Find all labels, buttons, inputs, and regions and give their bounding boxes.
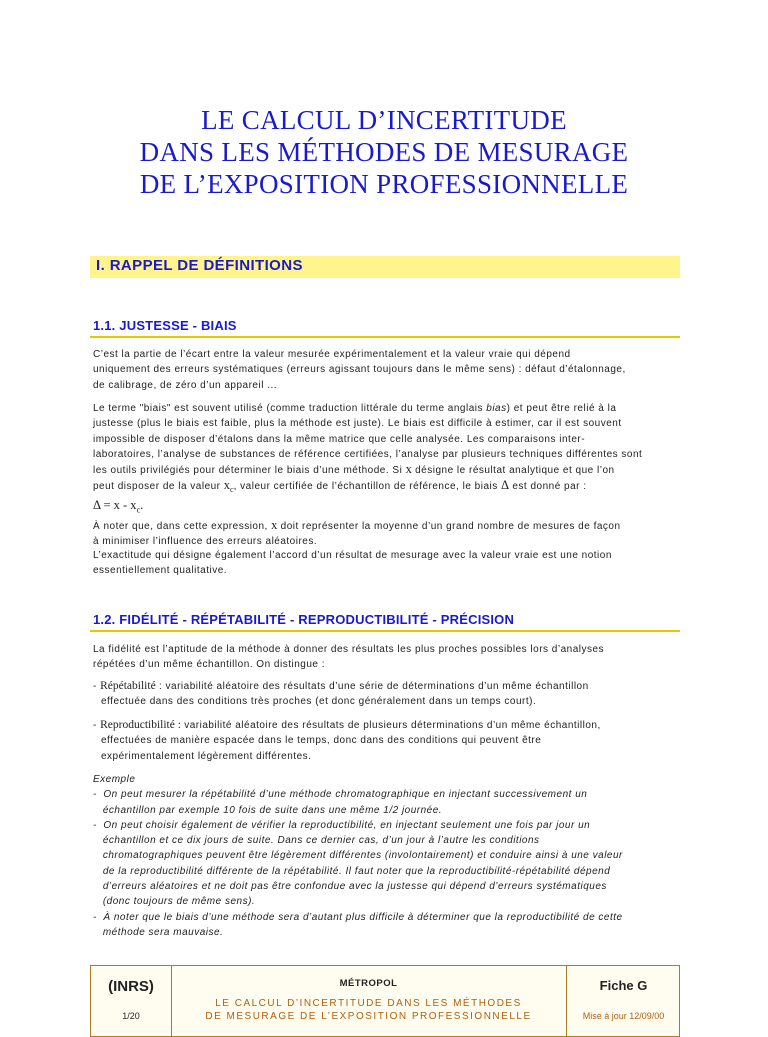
subsection-1-1-paragraph-2: Le terme "biais" est souvent utilisé (comme traduction littérale du terme anglais bias) et peut être relié à la justesse (plus le biais est faible, plus la méthode est juste). Le biais est difficile à estimer, car il est souvent impossible de disposer d’étalons dans la même matrice que celle analysée. Les comparaisons inter- laboratoires, l’analyse de substances de référence certifiées, l’analyse par plusieurs techniques différentes sont les outils privilégiés pour déterminer le biais d’une méthode. Si x désigne le résultat analytique et que l’on peut disposer de la valeur $x_c$, valeur certifiée de l’échantillon de référence, le biais Δ est donné par : $\Delta = x - x_c$. À noter que, dans cette expression, x doit représenter la moyenne d’un grand nombre de mesures de façon à minimiser l’influence des erreurs aléatoires. [93, 401, 673, 549]
subsection-1-2-paragraph-1: La fidélité est l’aptitude de la méthode à donner des résultats les plus proches possibles lors d’analyses répétées d’un même échantillon. On distingue : [93, 644, 605, 671]
document-title [0, 104, 768, 200]
bias-formula: $\Delta = x - x_c$. [93, 497, 144, 515]
subsection-1-2-rule [90, 630, 680, 632]
update-date: Mise à jour 12/09/00 [582, 1011, 665, 1021]
title-line-1: LE CALCUL D’INCERTITUDE [201, 105, 567, 135]
bullet-reproductibilite: - Reproductibilité : variabilité aléatoire des résultats de plusieurs déterminations d’un même échantillon, effectuées de manière espacée dans le temps, donc dans des conditions qui peuvent être expérimentalement légèrement différentes. [93, 719, 601, 762]
page-number: 1/20 [122, 1011, 140, 1021]
title-line-3: DE L’EXPOSITION PROFESSIONNELLE [139, 169, 629, 199]
subsection-1-1-paragraph-3: L’exactitude qui désigne également l’accord d’un résultat de mesurage avec la valeur vraie est une notion essentiellement qualitative. [93, 550, 612, 577]
subsection-1-1-paragraph-1: C’est la partie de l’écart entre la valeur mesurée expérimentalement et la valeur vraie qui dépend uniquement des erreurs systématiques (erreurs agissant toujours dans le même sens) : défaut d’étalonnage, de calibrage, de zéro d’un appareil ... [93, 349, 626, 391]
fiche-label: Fiche G [599, 978, 648, 993]
subsection-1-2-title: 1.2. FIDÉLITÉ - RÉPÉTABILITÉ - REPRODUCTIBILITÉ - PRÉCISION [93, 612, 515, 627]
title-line-2: DANS LES MÉTHODES DE MESURAGE [139, 137, 629, 167]
footer-title: LE CALCUL D’INCERTITUDE DANS LES MÉTHODES DE MESURAGE DE L’EXPOSITION PROFESSIONNELLE [205, 998, 532, 1022]
section-1-title: I. RAPPEL DE DÉFINITIONS [96, 257, 303, 274]
example-label: Exemple [93, 774, 136, 785]
footer-org: MÉTROPOL [339, 978, 398, 989]
inrs-logo: (INRS) [108, 978, 154, 995]
subsection-1-1-rule [90, 336, 680, 338]
footer-right-cell [566, 966, 680, 1036]
footer-left-cell [91, 966, 172, 1036]
page-footer [90, 965, 680, 1037]
example-block: Exemple - On peut mesurer la répétabilité d’une méthode chromatographique en injectant successivement un échantillon par exemple 10 fois de suite dans une même 1/2 journée. - On peut choisir également de vérifier la reproductibilité, en injectant seulement une fois par jour un échantillon et ce dix jours de suite. Dans ce dernier cas, d’un jour à l’autre les conditions chromatographiques peuvent être légèrement différentes (involontairement) et conduire ainsi à une valeur de la reproductibilité différente de la répétabilité. Il faut noter que la reproductibilité-répétabilité dépend d’erreurs aléatoires et ne doit pas être confondue avec la justesse qui dépend d’erreurs systématiques (donc toujours de même sens). - À noter que le biais d’une méthode sera d’autant plus difficile à déterminer que la reproductibilité de cette méthode sera mauvaise. [93, 772, 673, 940]
bullet-repetabilite: - Répétabilité : variabilité aléatoire des résultats d’une série de déterminations d’un même échantillon effectuée dans des conditions très proches (et donc généralement dans un temps court). [93, 680, 589, 708]
subsection-1-1-title: 1.1. JUSTESSE - BIAIS [93, 318, 237, 333]
